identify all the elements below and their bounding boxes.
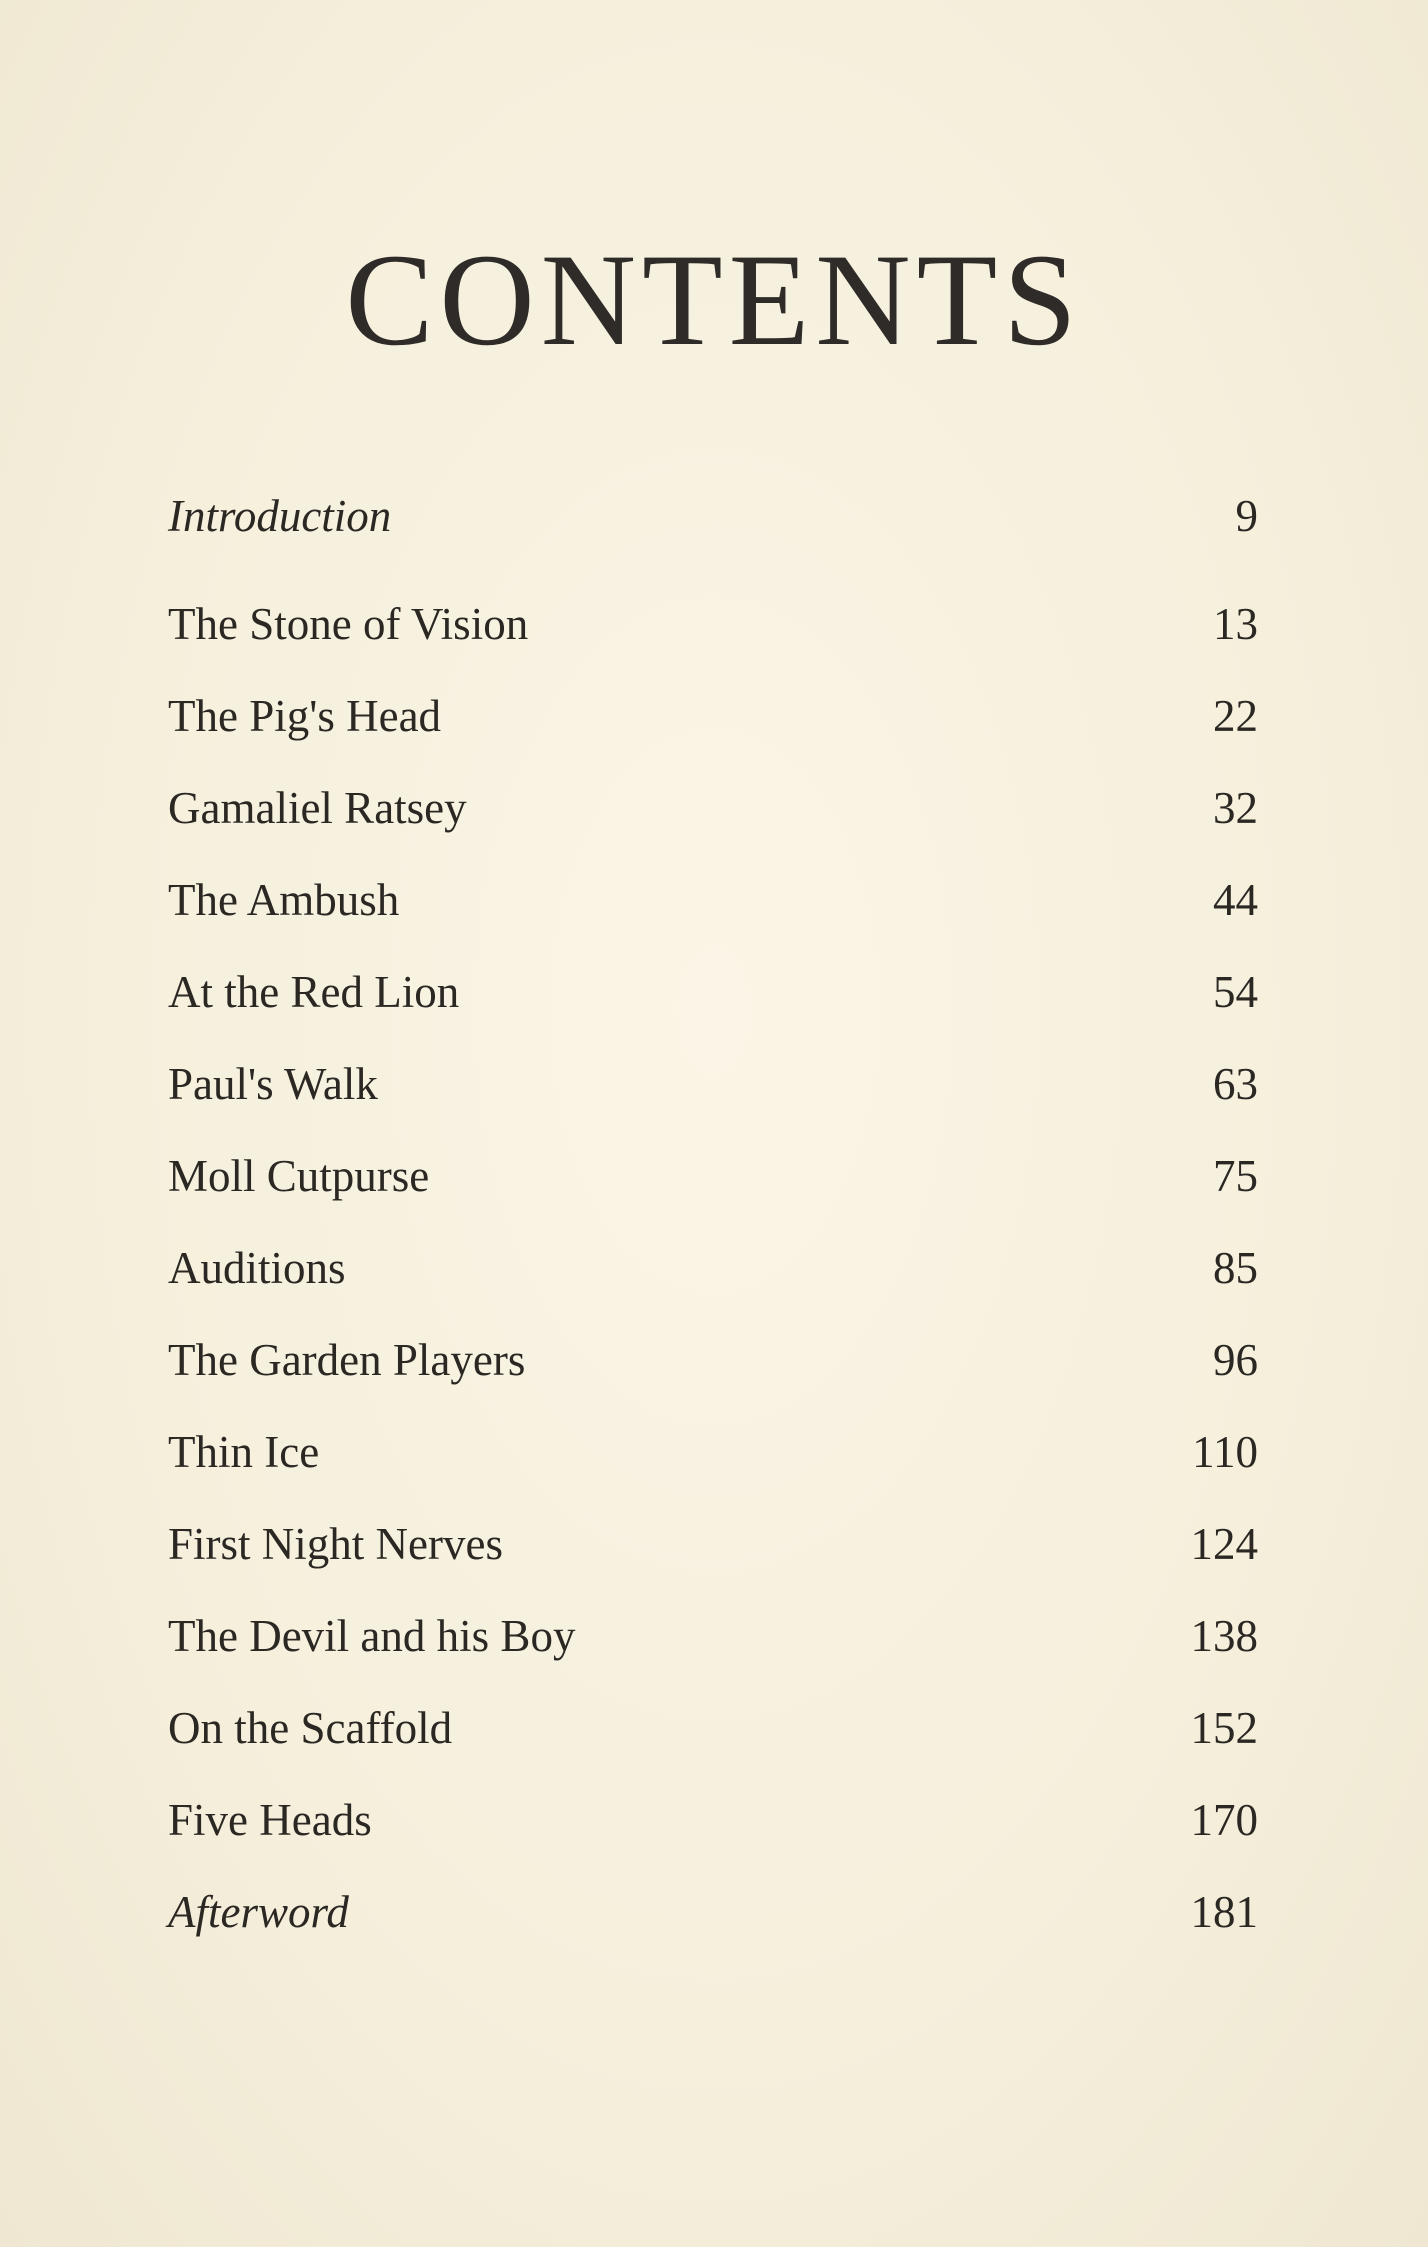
toc-entry-title: Afterword — [168, 1887, 349, 1937]
toc-entry-title: Introduction — [168, 491, 392, 541]
toc-entry-page-number: 110 — [1192, 1427, 1258, 1477]
page-title: CONTENTS — [345, 226, 1083, 373]
toc-entry-title: On the Scaffold — [168, 1703, 453, 1753]
toc-entry-page-number: 54 — [1213, 967, 1258, 1017]
toc-entry — [168, 1130, 1258, 1222]
toc-entry-page-number: 9 — [1235, 491, 1258, 541]
toc-entry-title: Auditions — [168, 1243, 346, 1293]
toc-entry — [168, 1222, 1258, 1314]
toc-entry-page-number: 152 — [1190, 1703, 1258, 1753]
toc-entry — [168, 470, 1258, 578]
toc-entry — [168, 1590, 1258, 1682]
toc-entry-page-number: 138 — [1190, 1611, 1258, 1661]
toc-entry-title: First Night Nerves — [168, 1519, 503, 1569]
toc-entry-page-number: 96 — [1213, 1335, 1258, 1385]
toc-entry-page-number: 75 — [1213, 1151, 1258, 1201]
toc-entry-page-number: 13 — [1213, 599, 1258, 649]
toc-entry-page-number: 22 — [1213, 691, 1258, 741]
toc-entry-title: Gamaliel Ratsey — [168, 783, 467, 833]
toc-entry — [168, 1406, 1258, 1498]
toc-entry — [168, 670, 1258, 762]
toc-entry-title: The Pig's Head — [168, 691, 442, 741]
toc-entry — [168, 1774, 1258, 1866]
table-of-contents — [168, 470, 1258, 1958]
toc-entry — [168, 578, 1258, 670]
toc-entry-title: At the Red Lion — [168, 967, 460, 1017]
toc-entry-title: Thin Ice — [168, 1427, 320, 1477]
toc-entry-page-number: 170 — [1190, 1795, 1258, 1845]
toc-entry-page-number: 85 — [1213, 1243, 1258, 1293]
toc-entry-title: Moll Cutpurse — [168, 1151, 430, 1201]
toc-entry-page-number: 63 — [1213, 1059, 1258, 1109]
toc-entry-page-number: 44 — [1213, 875, 1258, 925]
toc-entry-title: Paul's Walk — [168, 1059, 378, 1109]
toc-entry — [168, 854, 1258, 946]
toc-entry — [168, 946, 1258, 1038]
toc-entry — [168, 1498, 1258, 1590]
toc-entry-title: The Stone of Vision — [168, 599, 529, 649]
toc-entry-page-number: 181 — [1190, 1887, 1258, 1937]
toc-entry — [168, 1682, 1258, 1774]
toc-entry — [168, 762, 1258, 854]
toc-entry-title: Five Heads — [168, 1795, 372, 1845]
toc-entry-title: The Garden Players — [168, 1335, 526, 1385]
toc-entry-page-number: 124 — [1190, 1519, 1258, 1569]
toc-entry — [168, 1038, 1258, 1130]
toc-entry — [168, 1314, 1258, 1406]
toc-entry — [168, 1866, 1258, 1958]
toc-entry-title: The Devil and his Boy — [168, 1611, 576, 1661]
toc-entry-page-number: 32 — [1213, 783, 1258, 833]
toc-entry-title: The Ambush — [168, 875, 400, 925]
